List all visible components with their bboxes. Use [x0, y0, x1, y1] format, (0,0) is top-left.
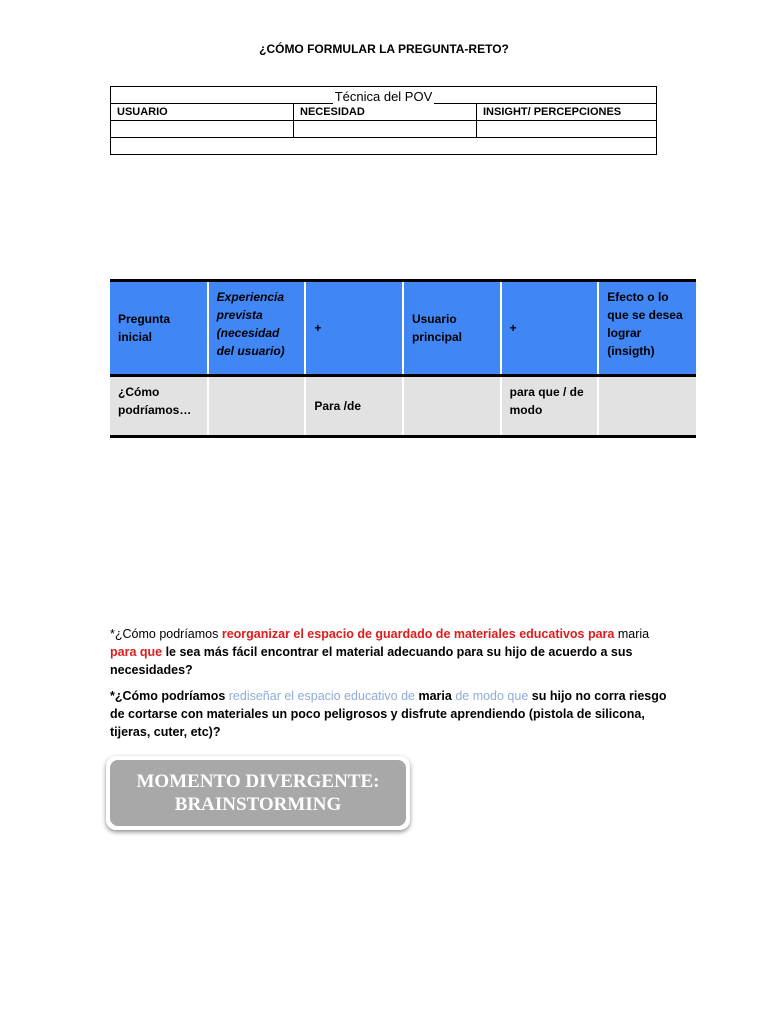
pov-cell [477, 121, 657, 138]
header-plus-2: + [501, 281, 599, 376]
header-experiencia-prevista: Experiencia prevista (necesidad del usuario) [208, 281, 306, 376]
example-2-highlight-2: de modo que [455, 689, 529, 703]
cell-para-que: para que / de modo [501, 376, 599, 437]
pov-cell [111, 121, 294, 138]
header-plus-1: + [305, 281, 403, 376]
pov-caption: Técnica del POV [334, 88, 433, 104]
pov-caption-cell [111, 87, 657, 104]
cell-empty [403, 376, 501, 437]
example-1-highlight-1: reorganizar el espacio de guardado de materiales educativos para [221, 627, 615, 641]
pov-table [110, 86, 657, 155]
page-title: ¿CÓMO FORMULAR LA PREGUNTA-RETO? [259, 42, 509, 56]
example-1-highlight-2: para que [110, 645, 163, 659]
table-row [110, 376, 696, 437]
example-1 [110, 625, 670, 679]
cell-empty [208, 376, 306, 437]
pov-header-necesidad: NECESIDAD [294, 104, 477, 121]
pov-cell [294, 121, 477, 138]
banner-line-1: MOMENTO DIVERGENTE: [136, 771, 380, 792]
banner-line-2: BRAINSTORMING [174, 794, 342, 815]
pov-cell [111, 138, 657, 155]
banner-box [110, 760, 406, 826]
example-2-prefix: *¿Cómo podríamos [110, 689, 229, 703]
examples [110, 625, 670, 749]
example-1-suffix: le sea más fácil encontrar el material adecuando para su hijo de acuerdo a sus necesidades? [110, 645, 633, 677]
banner [106, 756, 410, 830]
example-2 [110, 687, 670, 741]
cell-como-podriamos: ¿Cómo podríamos… [110, 376, 208, 437]
cell-empty [598, 376, 696, 437]
question-table [110, 279, 696, 438]
pov-header-insight: INSIGHT/ PERCEPCIONES [477, 104, 657, 121]
example-1-middle: maria [614, 627, 650, 641]
question-table-header-row [110, 281, 696, 376]
example-2-highlight-1: rediseñar el espacio educativo de [228, 689, 415, 703]
example-2-middle: maria [415, 689, 456, 703]
pov-header-usuario: USUARIO [111, 104, 294, 121]
header-pregunta-inicial: Pregunta inicial [110, 281, 208, 376]
header-efecto: Efecto o lo que se desea lograr (insigth) [598, 281, 696, 376]
header-usuario-principal: Usuario principal [403, 281, 501, 376]
cell-para-de: Para /de [305, 376, 403, 437]
example-1-prefix: *¿Cómo podríamos [110, 627, 222, 641]
example-2-suffix: su hijo no corra riesgo de cortarse con materiales un poco peligrosos y disfrute aprendiendo (pistola de silicona, tijeras, cuter, etc)? [110, 689, 667, 739]
